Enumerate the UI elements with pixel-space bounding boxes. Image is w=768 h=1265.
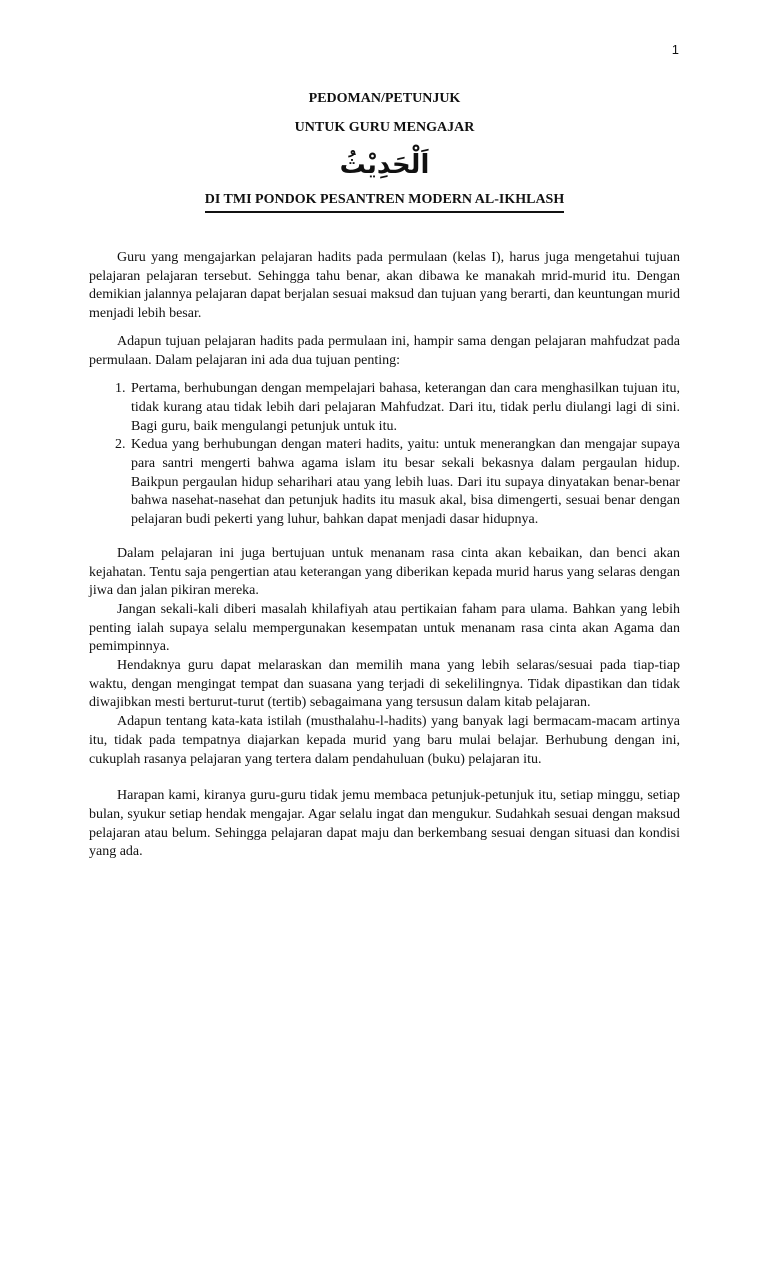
- list-item: 2. Kedua yang berhubungan dengan materi hadits, yaitu: untuk menerangkan dan mengajar supaya para santri mengerti bahwa agama islam itu besar sekali bekasnya dalam pergaulan hidup. Baikpun pergaulan hidup seharihari atau yang lebih luas. Dari itu supaya dinyatakan benar-benar bahwa nasehat-nasehat dan petunjuk hadits itu masuk akal, bisa dimengerti, sesuai benar dengan pelajaran budi pekerti yang luhur, bahkan dapat menjadi dasar hidupnya.: [129, 436, 680, 530]
- document-content: [89, 90, 680, 862]
- arabic-title: اَلْحَدِيْثُ: [339, 150, 430, 180]
- intro-paragraph: Guru yang mengajarkan pelajaran hadits pada permulaan (kelas I), harus juga mengetahui tujuan pelajaran pelajaran tersebut. Sehingga tahu benar, akan dibawa ke manakah mrid-murid itu. Dengan demikian jalannya pelajaran dapat berjalan sesuai maksud dan tujuan yang berarti, dan keuntungan murid menjadi lebih besar.: [89, 250, 680, 322]
- closing-paragraph: Harapan kami, kiranya guru-guru tidak jemu membaca petunjuk-petunjuk itu, setiap minggu, setiap bulan, syukur setiap hendak mengajar. Agar selalu ingat dan mengukur. Sudahkah sesuai dengan maksud pelajaran atau belum. Sehingga pelajaran dapat maju dan berkembang sesuai dengan situasi dan kondisi yang ada.: [89, 788, 680, 860]
- selection-paragraph: Hendaknya guru dapat melaraskan dan memilih mana yang lebih selaras/sesuai pada tiap-tiap waktu, dengan mengingat tempat dan suasana yang terjadi di sekelilingnya. Tidak dipastikan dan tidak diwajibkan mesti berturut-turut (tertib) sebagaimana yang tersusun dalam kitab pelajaran.: [89, 658, 680, 711]
- purpose-paragraph: Adapun tujuan pelajaran hadits pada permulaan ini, hampir sama dengan pelajaran mahfudzat pada permulaan. Dalam pelajaran ini ada dua tujuan penting:: [89, 333, 680, 368]
- document-title-line-1: PEDOMAN/PETUNJUK: [308, 91, 461, 106]
- list-item: 1. Pertama, berhubungan dengan mempelajari bahasa, keterangan dan cara menghasilkan tujuan itu, tidak kurang atau tidak lebih dari pelajaran Mahfudzat. Dari itu, tidak perlu diulangi lagi di sini. Bagi guru, baik mengulangi petunjuk untuk itu.: [129, 380, 680, 436]
- subtitle-container: [89, 191, 680, 213]
- purpose-list: [89, 380, 680, 530]
- love-paragraph: Dalam pelajaran ini juga bertujuan untuk menanam rasa cinta akan kebaikan, dan benci akan kejahatan. Tentu saja pengertian atau keterangan yang diberikan kepada murid harus yang selaras dengan jiwa dan jalan pikiran mereka.: [89, 545, 680, 599]
- khilafiyah-paragraph: Jangan sekali-kali diberi masalah khilafiyah atau pertikaian faham para ulama. Bahkan yang lebih penting ialah supaya selalu mempergunakan kesempatan untuk menanam rasa cinta akan Agama dan pemimpinnya.: [89, 601, 680, 655]
- document-subtitle: DI TMI PONDOK PESANTREN MODERN AL-IKHLASH: [205, 191, 565, 213]
- document-title-line-2: UNTUK GURU MENGAJAR: [294, 120, 475, 135]
- page-number: 1: [671, 42, 679, 57]
- terms-paragraph: Adapun tentang kata-kata istilah (musthalahu-l-hadits) yang banyak lagi bermacam-macam artinya itu, tidak pada tempatnya diajarkan kepada murid yang baru mulai belajar. Berhubung dengan ini, cukuplah rasanya pelajaran yang tertera dalam pendahuluan (buku) pelajaran itu.: [89, 714, 680, 767]
